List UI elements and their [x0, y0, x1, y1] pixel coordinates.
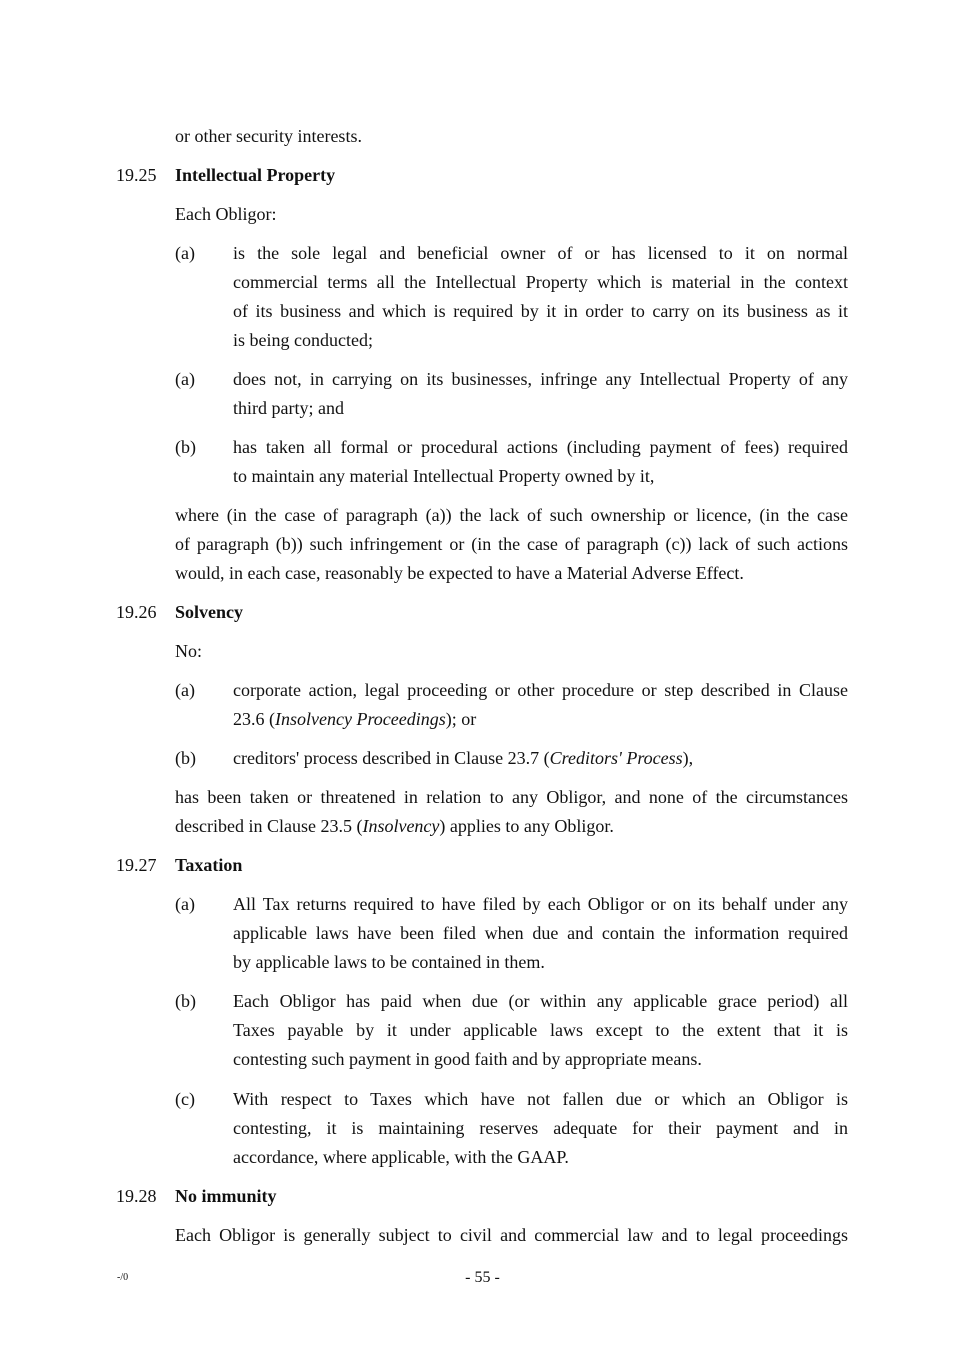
paragraph-line: creditors' process described in Clause 23.7 (Creditors' Process), [233, 748, 694, 768]
paragraph-line: accordance, where applicable, with the GAAP. [233, 1147, 569, 1167]
section-heading: Solvency [175, 602, 244, 622]
paragraph-line: to maintain any material Intellectual Property owned by it, [233, 466, 655, 486]
section-heading: No immunity [175, 1186, 277, 1206]
section-intro: Each Obligor: [175, 204, 277, 224]
paragraph-line: does not, in carrying on its businesses, infringe any Intellectual Property of any [233, 369, 848, 389]
paragraph-line: All Tax returns required to have filed by each Obligor or on its behalf under any [233, 894, 848, 914]
italic-reference: Insolvency Proceedings [275, 709, 446, 729]
footer-reference: -/0 [117, 1272, 129, 1283]
paragraph-line: where (in the case of paragraph (a)) the lack of such ownership or licence, (in the case [175, 505, 848, 525]
italic-reference: Creditors' Process [549, 748, 683, 768]
paragraph-line: would, in each case, reasonably be expected to have a Material Adverse Effect. [175, 563, 744, 583]
paragraph-line: has taken all formal or procedural actions (including payment of fees) required [233, 437, 848, 457]
section-number: 19.28 [116, 1186, 157, 1206]
section-number: 19.26 [116, 602, 157, 622]
paragraph-line: Taxes payable by it under applicable laws except to the extent that it is [233, 1020, 848, 1040]
continuation-text: or other security interests. [175, 126, 362, 146]
item-label: (a) [175, 243, 195, 263]
paragraph-line: 23.6 (Insolvency Proceedings); or [233, 709, 477, 729]
item-label: (b) [175, 437, 196, 457]
section-intro: No: [175, 641, 202, 661]
section-heading: Taxation [175, 855, 243, 875]
paragraph-line: described in Clause 23.5 (Insolvency) applies to any Obligor. [175, 816, 614, 836]
paragraph-line: Each Obligor has paid when due (or within any applicable grace period) all [233, 991, 848, 1011]
paragraph-line: commercial terms all the Intellectual Property which is material in the context [233, 272, 848, 292]
item-label: (b) [175, 748, 196, 768]
item-label: (a) [175, 369, 195, 389]
page-number: - 55 - [465, 1269, 500, 1286]
paragraph-line: of paragraph (b)) such infringement or (in the case of paragraph (c)) lack of such actions [175, 534, 848, 554]
paragraph-line: Each Obligor is generally subject to civil and commercial law and to legal proceedings [175, 1225, 848, 1245]
paragraph-line: contesting, it is maintaining reserves adequate for their payment and in [233, 1118, 848, 1138]
paragraph-line: corporate action, legal proceeding or other procedure or step described in Clause [233, 680, 848, 700]
paragraph-line: by applicable laws to be contained in them. [233, 952, 545, 972]
item-label: (a) [175, 680, 195, 700]
section-heading: Intellectual Property [175, 165, 336, 185]
paragraph-line: applicable laws have been filed when due and contain the information required [233, 923, 848, 943]
section-number: 19.25 [116, 165, 157, 185]
item-label: (a) [175, 894, 195, 914]
italic-reference: Insolvency [362, 816, 440, 836]
section-number: 19.27 [116, 855, 157, 875]
paragraph-line: third party; and [233, 398, 344, 418]
paragraph-line: With respect to Taxes which have not fallen due or which an Obligor is [233, 1089, 848, 1109]
paragraph-line: is being conducted; [233, 330, 373, 350]
paragraph-line: of its business and which is required by it in order to carry on its business as it [233, 301, 848, 321]
paragraph-line: is the sole legal and beneficial owner of or has licensed to it on normal [233, 243, 848, 263]
item-label: (b) [175, 991, 196, 1011]
paragraph-line: contesting such payment in good faith and by appropriate means. [233, 1049, 702, 1069]
item-label: (c) [175, 1089, 195, 1109]
paragraph-line: has been taken or threatened in relation to any Obligor, and none of the circumstances [175, 787, 848, 807]
